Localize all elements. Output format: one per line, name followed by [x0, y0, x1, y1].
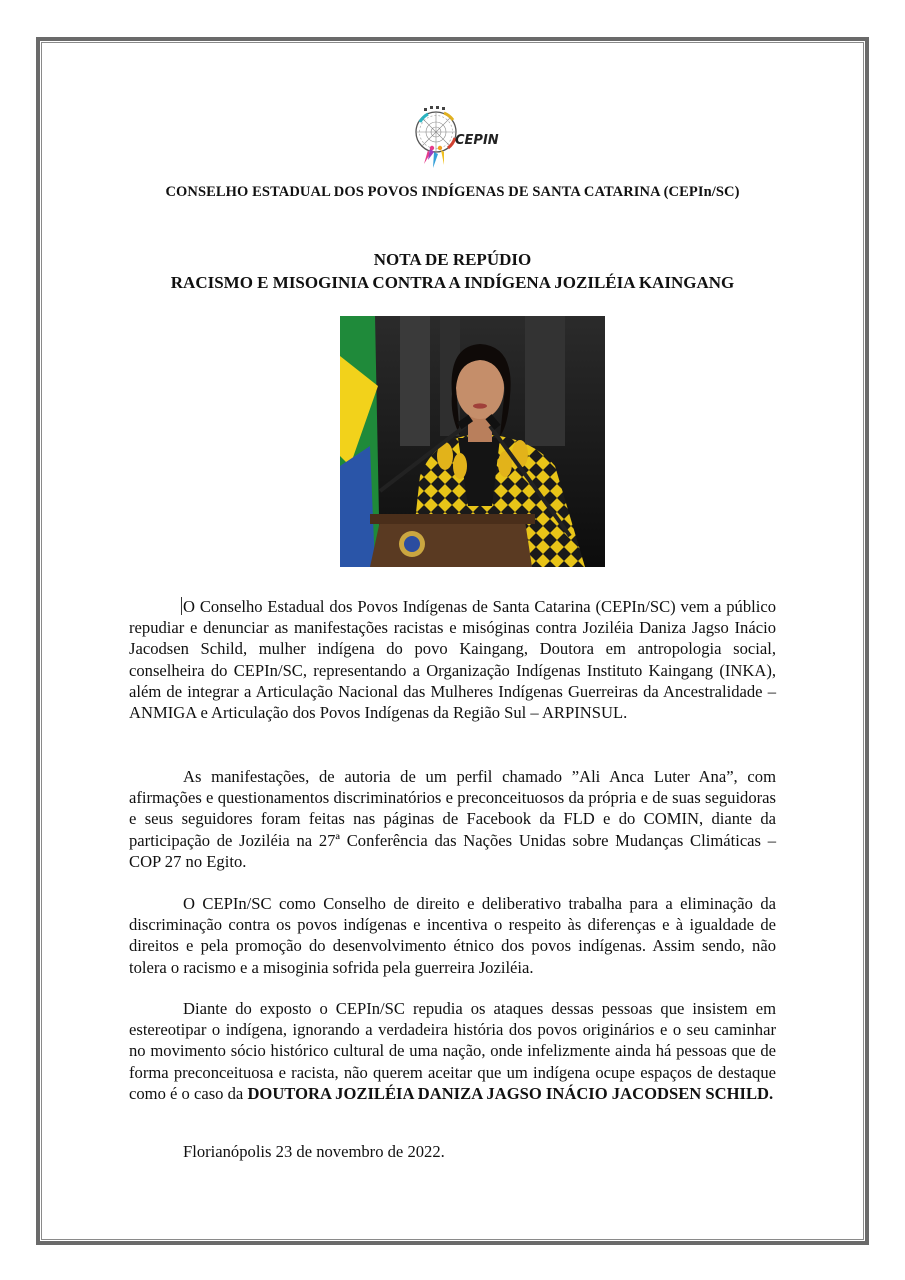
- closing-date: [129, 1141, 776, 1162]
- paragraph-2-text: As manifestações, de autoria de um perfil chamado ”Ali Anca Luter Ana”, com afirmações e questionamentos discriminatórios e preconceituosos da própria e de suas seguidoras e seus seguidores foram feitas nas páginas de Facebook da FLD e do COMIN, diante da participação de Joziléia na 27ª Conferência das Nações Unidas sobre Mudanças Climáticas – COP 27 no Egito.: [129, 767, 776, 871]
- speaker-photo-icon: [340, 316, 605, 567]
- closing-date-text: Florianópolis 23 de novembro de 2022.: [183, 1142, 445, 1161]
- note-title: NOTA DE REPÚDIO: [373, 250, 532, 269]
- paragraph-1: [129, 596, 776, 723]
- paragraph-4-bold-name: DOUTORA JOZILÉIA DANIZA JAGSO INÁCIO JACODSEN SCHILD.: [247, 1083, 774, 1103]
- note-subtitle: RACISMO E MISOGINIA CONTRA A INDÍGENA JOZILÉIA KAINGANG: [170, 273, 735, 292]
- cepin-logo-icon: [408, 102, 500, 170]
- paragraph-3-text: O CEPIn/SC como Conselho de direito e deliberativo trabalha para a eliminação da discriminação contra os povos indígenas e incentiva o respeito às diferenças e à igualdade de direitos e pela promoção do desenvolvimento étnico dos povos indígenas. Assim sendo, não tolera o racismo e a misoginia sofrida pela guerreira Joziléia.: [129, 894, 776, 977]
- logo-text: CEPIN: [455, 133, 499, 148]
- paragraph-3: [129, 893, 776, 978]
- paragraph-1-text: O Conselho Estadual dos Povos Indígenas de Santa Catarina (CEPIn/SC) vem a público repudiar e denunciar as manifestações racistas e misóginas contra Joziléia Daniza Jagso Inácio Jacodsen Schild, mulher indígena do povo Kaingang, Doutora em antropologia social, conselheira do CEPIn/SC, representando a Organização Indígenas Instituto Kaingang (INKA), além de integrar a Articulação Nacional das Mulheres Indígenas Guerreiras da Ancestralidade – ANMIGA e Articulação dos Povos Indígenas da Região Sul – ARPINSUL.: [129, 597, 776, 723]
- council-name: CONSELHO ESTADUAL DOS POVOS INDÍGENAS DE SANTA CATARINA (CEPIn/SC): [165, 184, 740, 200]
- paragraph-2: [129, 766, 776, 872]
- paragraph-4-text: Diante do exposto o CEPIn/SC repudia os ataques dessas pessoas que insistem em estereotipar o indígena, ignorando a verdadeira história dos povos originários e o seu caminhar no movimento sócio histórico cultural de uma nação, onde infelizmente ainda há pessoas que de forma preconceituosa e racista, não querem aceitar que um indígena ocupe espaços de destaque como é o caso da: [129, 999, 776, 1103]
- text-cursor: [181, 597, 182, 615]
- paragraph-4: [129, 998, 776, 1104]
